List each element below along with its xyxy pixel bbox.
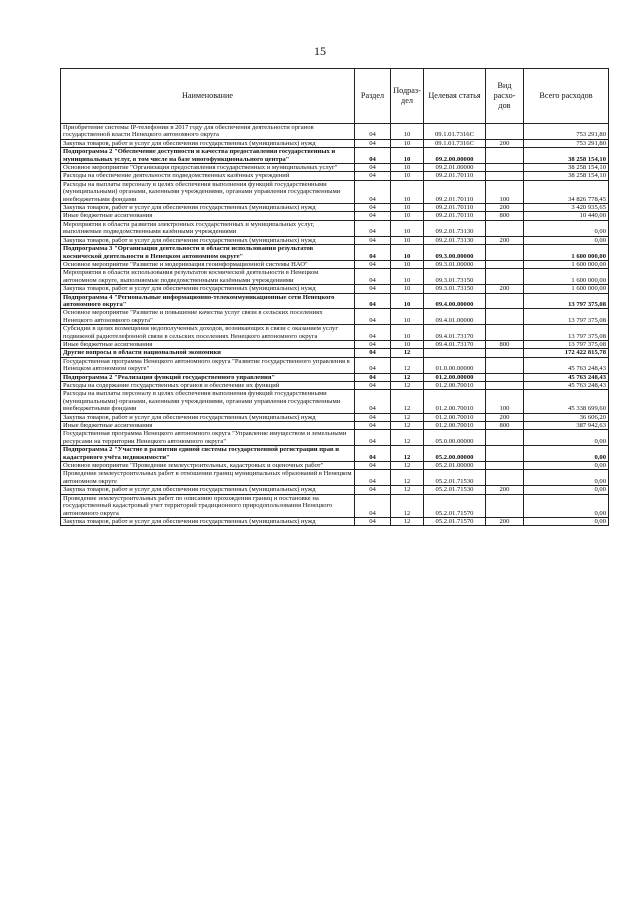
table-cell-name: Мероприятия в области развития электронных государственных и муниципальных услуг, выполняемые подведомственными казёнными учреждениями	[61, 220, 355, 236]
table-row	[61, 470, 609, 486]
table-cell-sec: 04	[355, 349, 391, 357]
table-row	[61, 494, 609, 517]
table-cell-sec: 04	[355, 124, 391, 140]
table-cell-name: Проведение землеустроительных работ по описанию прохождения границ и постановке на государственный кадастровый учет территорий традиционного природопользования Ненецкого автономного округа	[61, 494, 355, 517]
table-cell-target: 09.2.01.70110	[424, 180, 486, 203]
table-row	[61, 124, 609, 140]
table-row	[61, 462, 609, 470]
table-cell-sec: 04	[355, 422, 391, 430]
table-cell-type	[486, 124, 524, 140]
table-cell-sub: 10	[391, 212, 424, 220]
table-cell-type	[486, 293, 524, 309]
table-cell-name: Подпрограмма 2 "Обеспечение доступности и качества предоставления государственных и муниципальных услуг, в том числе на базе многофункционального центра"	[61, 148, 355, 164]
table-cell-type	[486, 148, 524, 164]
table-cell-sub: 12	[391, 430, 424, 446]
table-cell-total: 1 600 000,00	[524, 260, 609, 268]
table-cell-target: 05.2.01.00000	[424, 462, 486, 470]
table-cell-sub: 10	[391, 245, 424, 261]
table-cell-sub: 12	[391, 373, 424, 381]
table-cell-total: 13 797 375,08	[524, 293, 609, 309]
table-cell-total: 0,00	[524, 494, 609, 517]
table-row	[61, 164, 609, 172]
table-row	[61, 382, 609, 390]
table-cell-sub: 10	[391, 180, 424, 203]
table-header-row	[61, 69, 609, 124]
table-cell-target: 05.2.00.00000	[424, 446, 486, 462]
page-number: 15	[314, 44, 326, 58]
table-cell-total: 13 797 375,08	[524, 309, 609, 325]
table-cell-total: 0,00	[524, 517, 609, 525]
table-cell-sec: 04	[355, 325, 391, 341]
table-cell-target: 05.2.01.71530	[424, 470, 486, 486]
table-row	[61, 172, 609, 180]
table-cell-type	[486, 373, 524, 381]
table-cell-target: 05.2.01.71570	[424, 517, 486, 525]
table-row	[61, 373, 609, 381]
table-cell-type	[486, 494, 524, 517]
table-cell-type	[486, 349, 524, 357]
table-cell-total: 0,00	[524, 220, 609, 236]
table-cell-name: Закупка товаров, работ и услуг для обеспечения государственных (муниципальных) нужд	[61, 486, 355, 494]
table-cell-sub: 12	[391, 517, 424, 525]
table-cell-target: 09.4.01.00000	[424, 309, 486, 325]
table-cell-sec: 04	[355, 446, 391, 462]
table-cell-name: Закупка товаров, работ и услуг для обеспечения государственных (муниципальных) нужд	[61, 413, 355, 421]
table-cell-sec: 04	[355, 212, 391, 220]
table-cell-sec: 04	[355, 172, 391, 180]
table-cell-target: 09.2.00.00000	[424, 148, 486, 164]
table-cell-sec: 04	[355, 413, 391, 421]
table-cell-sec: 04	[355, 285, 391, 293]
table-cell-total: 45 763 248,43	[524, 373, 609, 381]
table-cell-total: 38 258 154,10	[524, 172, 609, 180]
table-cell-target: 09.3.00.00000	[424, 245, 486, 261]
table-cell-target: 09.2.01.70110	[424, 172, 486, 180]
table-cell-sec: 04	[355, 204, 391, 212]
table-cell-target: 09.4.01.73170	[424, 325, 486, 341]
table-cell-target: 01.0.00.00000	[424, 357, 486, 373]
table-cell-sub: 10	[391, 325, 424, 341]
table-cell-type	[486, 357, 524, 373]
table-row	[61, 430, 609, 446]
table-cell-target: 05.0.00.00000	[424, 430, 486, 446]
table-cell-sec: 04	[355, 269, 391, 285]
table-cell-name: Основное мероприятие "Проведение землеустроительных, кадастровых и оценочных работ"	[61, 462, 355, 470]
table-cell-name: Подпрограмма 4 "Региональные информационно-телекоммуникационные сети Ненецкого автономного округа"	[61, 293, 355, 309]
table-cell-sec: 04	[355, 148, 391, 164]
table-cell-sub: 10	[391, 269, 424, 285]
table-cell-target: 09.2.01.00000	[424, 164, 486, 172]
table-cell-sec: 04	[355, 390, 391, 413]
table-cell-target: 01.2.00.00000	[424, 373, 486, 381]
table-cell-name: Расходы на выплаты персоналу в целях обеспечения выполнения функций государственными (муниципальными) органами, казенными учреждениями, органами управления государственными внебюджетными фондами	[61, 180, 355, 203]
table-cell-sec: 04	[355, 180, 391, 203]
table-row	[61, 139, 609, 147]
column-header-name: Наименование	[61, 69, 355, 124]
table-cell-total: 1 600 000,00	[524, 285, 609, 293]
table-cell-target: 09.1.01.7316С	[424, 124, 486, 140]
table-cell-total: 13 797 375,08	[524, 340, 609, 348]
table-cell-target	[424, 349, 486, 357]
table-cell-target: 09.3.01.00000	[424, 260, 486, 268]
table-cell-sub: 12	[391, 470, 424, 486]
table-cell-sec: 04	[355, 164, 391, 172]
table-row	[61, 269, 609, 285]
table-cell-sub: 10	[391, 260, 424, 268]
table-cell-type: 800	[486, 212, 524, 220]
table-cell-name: Субсидии в целях возмещения недополученных доходов, возникающих в связи с оказанием услуг подвижной радиотелефонной связи в сельских поселениях Ненецкого автономного округа	[61, 325, 355, 341]
table-row	[61, 357, 609, 373]
table-row	[61, 285, 609, 293]
table-cell-sec: 04	[355, 260, 391, 268]
table-cell-type	[486, 220, 524, 236]
table-cell-type: 800	[486, 422, 524, 430]
table-cell-sec: 04	[355, 486, 391, 494]
table-cell-name: Государственная программа Ненецкого автономного округа "Развитие государственного управления в Ненецком автономном округе"	[61, 357, 355, 373]
table-cell-type: 100	[486, 180, 524, 203]
table-cell-target: 09.4.01.73170	[424, 340, 486, 348]
table-cell-type	[486, 430, 524, 446]
table-cell-target: 01.2.00.70010	[424, 382, 486, 390]
table-cell-sub: 12	[391, 462, 424, 470]
table-cell-type: 100	[486, 390, 524, 413]
table-cell-sub: 10	[391, 340, 424, 348]
table-cell-name: Иные бюджетные ассигнования	[61, 422, 355, 430]
table-cell-total: 0,00	[524, 446, 609, 462]
table-cell-type: 800	[486, 340, 524, 348]
table-cell-name: Подпрограмма 2 "Участие в развитии единой системы государственной регистрации прав и кадастрового учёта недвижимости"	[61, 446, 355, 462]
table-cell-type	[486, 245, 524, 261]
table-cell-total: 34 826 778,45	[524, 180, 609, 203]
table-row	[61, 293, 609, 309]
table-cell-name: Проведение землеустроительных работ в отношении границ муниципальных образований в Ненецком автономном округе	[61, 470, 355, 486]
table-cell-sec: 04	[355, 340, 391, 348]
table-cell-sub: 10	[391, 285, 424, 293]
table-cell-sub: 10	[391, 220, 424, 236]
table-cell-sub: 12	[391, 446, 424, 462]
table-cell-total: 38 258 154,10	[524, 164, 609, 172]
table-cell-name: Расходы на содержание государственных органов и обеспечение их функций	[61, 382, 355, 390]
table-cell-name: Подпрограмма 2 "Реализация функций государственного управления"	[61, 373, 355, 381]
table-cell-total: 1 600 000,00	[524, 245, 609, 261]
table-cell-sub: 10	[391, 293, 424, 309]
table-cell-sec: 04	[355, 357, 391, 373]
table-cell-type: 200	[486, 236, 524, 244]
table-cell-name: Расходы на выплаты персоналу в целях обеспечения выполнения функций государственными (муниципальными) органами, казенными учреждениями, органами управления государственными внебюджетными фондами	[61, 390, 355, 413]
table-row	[61, 486, 609, 494]
table-cell-sub: 10	[391, 204, 424, 212]
table-cell-total: 36 606,20	[524, 413, 609, 421]
table-cell-name: Закупка товаров, работ и услуг для обеспечения государственных (муниципальных) нужд	[61, 204, 355, 212]
table-cell-sec: 04	[355, 430, 391, 446]
table-cell-total: 45 763 248,43	[524, 357, 609, 373]
table-cell-sub: 10	[391, 236, 424, 244]
table-cell-sec: 04	[355, 293, 391, 309]
table-cell-target: 09.2.01.70110	[424, 212, 486, 220]
table-cell-name: Подпрограмма 3 "Организация деятельности в области использования результатов космической деятельности в Ненецком автономном округе"	[61, 245, 355, 261]
table-row	[61, 180, 609, 203]
table-cell-total: 13 797 375,08	[524, 325, 609, 341]
table-row	[61, 446, 609, 462]
column-header-subsection: Подраз-дел	[391, 69, 424, 124]
table-cell-sec: 04	[355, 245, 391, 261]
table-cell-type	[486, 269, 524, 285]
table-row	[61, 413, 609, 421]
table-cell-target: 09.2.01.73130	[424, 236, 486, 244]
table-cell-type: 200	[486, 486, 524, 494]
table-cell-name: Закупка товаров, работ и услуг для обеспечения государственных (муниципальных) нужд	[61, 517, 355, 525]
table-cell-total: 3 420 935,65	[524, 204, 609, 212]
table-cell-sec: 04	[355, 494, 391, 517]
table-cell-type: 200	[486, 139, 524, 147]
table-cell-type	[486, 309, 524, 325]
table-cell-type	[486, 470, 524, 486]
table-cell-total: 387 942,63	[524, 422, 609, 430]
table-cell-sub: 12	[391, 494, 424, 517]
column-header-target: Целевая статья	[424, 69, 486, 124]
column-header-type: Вид расхо-дов	[486, 69, 524, 124]
table-cell-total: 38 258 154,10	[524, 148, 609, 164]
table-cell-type: 200	[486, 413, 524, 421]
table-cell-sub: 12	[391, 349, 424, 357]
table-cell-total: 10 440,00	[524, 212, 609, 220]
table-cell-target: 09.1.01.7316С	[424, 139, 486, 147]
table-row	[61, 340, 609, 348]
table-cell-sec: 04	[355, 382, 391, 390]
table-cell-target: 01.2.00.70010	[424, 422, 486, 430]
table-cell-target: 01.2.00.70010	[424, 413, 486, 421]
table-cell-sub: 10	[391, 309, 424, 325]
table-row	[61, 517, 609, 525]
table-cell-target: 05.2.01.71570	[424, 494, 486, 517]
table-cell-sub: 12	[391, 390, 424, 413]
table-cell-total: 0,00	[524, 236, 609, 244]
table-body	[61, 124, 609, 526]
table-cell-name: Закупка товаров, работ и услуг для обеспечения государственных (муниципальных) нужд	[61, 285, 355, 293]
table-cell-target: 05.2.01.71530	[424, 486, 486, 494]
table-cell-sec: 04	[355, 236, 391, 244]
budget-table	[60, 68, 609, 526]
table-cell-total: 0,00	[524, 470, 609, 486]
table-row	[61, 220, 609, 236]
table-cell-target: 01.2.00.70010	[424, 390, 486, 413]
table-cell-total: 45 338 699,60	[524, 390, 609, 413]
column-header-section: Раздел	[355, 69, 391, 124]
table-cell-type: 200	[486, 285, 524, 293]
table-cell-total: 0,00	[524, 430, 609, 446]
table-cell-target: 09.2.01.73130	[424, 220, 486, 236]
table-cell-name: Иные бюджетные ассигнования	[61, 212, 355, 220]
table-cell-target: 09.3.01.73150	[424, 269, 486, 285]
table-row	[61, 390, 609, 413]
table-cell-sub: 12	[391, 422, 424, 430]
table-cell-name: Расходы на обеспечение деятельности подведомственных казённых учреждений	[61, 172, 355, 180]
table-cell-name: Закупка товаров, работ и услуг для обеспечения государственных (муниципальных) нужд	[61, 236, 355, 244]
table-cell-name: Основное мероприятие "Организация предоставления государственных и муниципальных услуг"	[61, 164, 355, 172]
table-cell-name: Основное мероприятие "Развитие и модернизация геоинформационной системы НАО"	[61, 260, 355, 268]
table-cell-sec: 04	[355, 517, 391, 525]
table-cell-sub: 12	[391, 413, 424, 421]
table-row	[61, 309, 609, 325]
table-cell-sec: 04	[355, 462, 391, 470]
column-header-total: Всего расходов	[524, 69, 609, 124]
table-cell-total: 0,00	[524, 462, 609, 470]
table-cell-sec: 04	[355, 220, 391, 236]
table-cell-type	[486, 325, 524, 341]
table-cell-name: Закупка товаров, работ и услуг для обеспечения государственных (муниципальных) нужд	[61, 139, 355, 147]
table-cell-sec: 04	[355, 139, 391, 147]
table-cell-type: 200	[486, 517, 524, 525]
table-cell-sec: 04	[355, 470, 391, 486]
table-cell-type	[486, 382, 524, 390]
table-cell-total: 172 422 815,78	[524, 349, 609, 357]
table-cell-type	[486, 260, 524, 268]
table-cell-sub: 10	[391, 139, 424, 147]
table-cell-target: 09.2.01.70110	[424, 204, 486, 212]
table-cell-name: Другие вопросы в области национальной экономики	[61, 349, 355, 357]
table-cell-name: Мероприятия в области использования результатов космической деятельности в Ненецком автономном округе, выполняемые подведомственными казёнными учреждениями	[61, 269, 355, 285]
table-row	[61, 148, 609, 164]
table-cell-total: 1 600 000,00	[524, 269, 609, 285]
table-cell-type	[486, 446, 524, 462]
table-cell-sub: 10	[391, 164, 424, 172]
table-cell-type	[486, 172, 524, 180]
table-cell-sub: 12	[391, 357, 424, 373]
table-row	[61, 349, 609, 357]
table-row	[61, 260, 609, 268]
table-cell-name: Иные бюджетные ассигнования	[61, 340, 355, 348]
table-cell-total: 753 291,80	[524, 139, 609, 147]
table-row	[61, 245, 609, 261]
table-cell-name: Приобретение системы IP-телефонии в 2017 году для обеспечения деятельности органов государственной власти Ненецкого автономного округа	[61, 124, 355, 140]
table-cell-total: 45 763 248,43	[524, 382, 609, 390]
table-cell-total: 0,00	[524, 486, 609, 494]
table-cell-name: Основное мероприятие "Развитие и повышение качества услуг связи в сельских поселениях Ненецкого автономного округа"	[61, 309, 355, 325]
table-row	[61, 212, 609, 220]
table-cell-total: 753 291,80	[524, 124, 609, 140]
table-cell-target: 09.4.00.00000	[424, 293, 486, 309]
table-cell-sec: 04	[355, 373, 391, 381]
table-cell-name: Государственная программа Ненецкого автономного округа "Управление имуществом и земельными ресурсами на территории Ненецкого автономного округа"	[61, 430, 355, 446]
table-cell-sec: 04	[355, 309, 391, 325]
table-cell-target: 09.3.01.73150	[424, 285, 486, 293]
table-cell-sub: 10	[391, 124, 424, 140]
table-cell-sub: 10	[391, 172, 424, 180]
table-row	[61, 422, 609, 430]
table-cell-type	[486, 462, 524, 470]
table-cell-type: 200	[486, 204, 524, 212]
table-row	[61, 204, 609, 212]
table-cell-sub: 12	[391, 486, 424, 494]
table-cell-sub: 12	[391, 382, 424, 390]
table-cell-sub: 10	[391, 148, 424, 164]
table-row	[61, 325, 609, 341]
table-row	[61, 236, 609, 244]
table-cell-type	[486, 164, 524, 172]
